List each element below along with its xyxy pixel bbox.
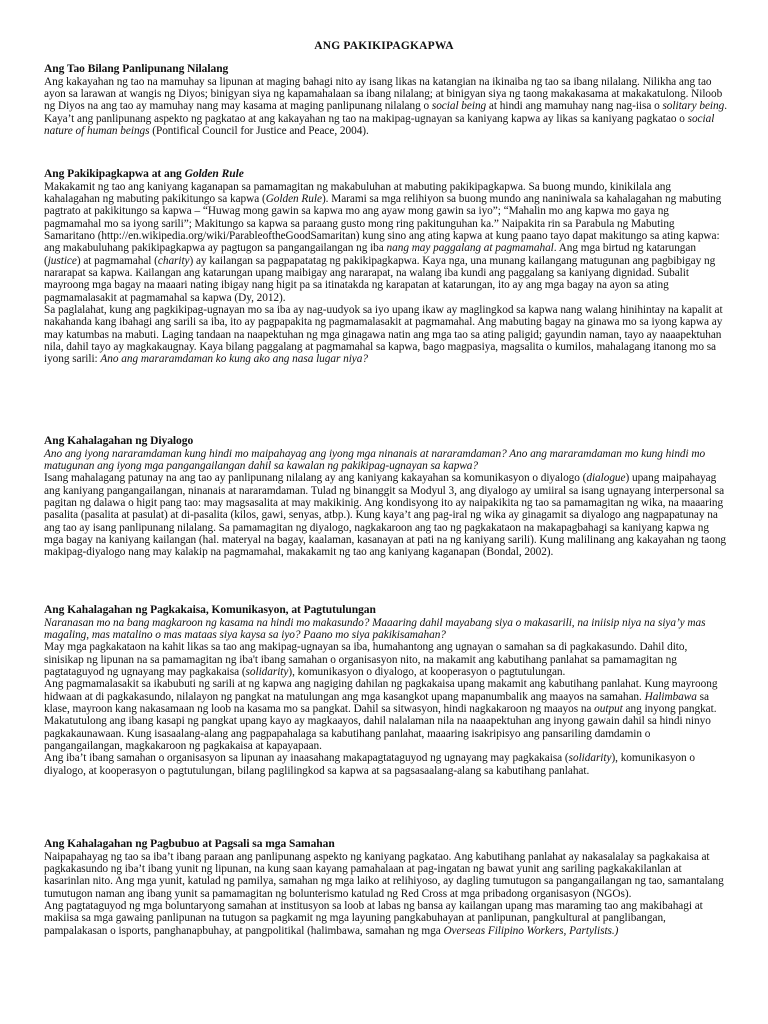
text-run: Ang iba’t ibang samahan o organisasyon sa lipunan ay inaasahang makapagtataguyod ng ugnayang may pagkakaisa ( [44,752,569,765]
italic-text: charity [157,254,190,267]
section-pagkakaisa-komunikasyon-pagtutulungan [44,604,728,777]
text-run: ). Marami sa mga relihiyon sa buong mundo ang naniniwala sa kahalagahan ng mabuting pagtrato at pakikitungo sa kapwa – “Huwag mong gawin sa kapwa mo ang ayaw mong gawin sa iyo”; “Mahalin mo ang kapwa mo gaya ng pagmamahal mo sa iyong sarili”; Makitungo sa kapwa sa paraang gusto mong ring pakitunguhan ka.” Naipakita rin sa Parabula ng Mabuting Samaritano (http://en.wikipedia.org/wiki/ParableoftheGoodSamaritan) kung sino ang ating kapwa at kung paano tayo dapat makitungo sa ating kapwa: ang makabuluhang pakikipagkapwa ay pagtugon sa pangangailangan ng iba [44,192,722,255]
section-heading: Ang Kahalagahan ng Pagbubuo at Pagsali sa mga Samahan [44,838,335,850]
text-run: ) ay kailangan sa pagpapatatag ng pakikipagkapwa. Kaya nga, una munang kailangang matugunan ang pagbibigay ng nararapat sa kapwa. Kailangan ang katarungan upang maibigay ang nararapat, na walang iba kundi ang paggalang sa kaniyang dignidad. Subalit mayroong mga bagay na maaari nating ibigay nang higit pa sa itinatakda ng karapatan at katarungan, ito ay ang mga bagay na ayon sa ating pagmamalasakit at pagmamahal sa kapwa (Dy, 2012). [44,254,716,304]
text-run: ) at pagmamahal ( [76,254,158,267]
text-run: sa klase, mayroon kang nakasamaan ng loob na kasama mo sa pangkat. Dahil sa sitwasyon, hindi nagkakaroon ng maayos na [44,690,709,715]
text-run: Naipapahayag ng tao sa iba’t ibang paraan ang panlipunang aspekto ng kaniyang pagkatao. Ang kabutihang panlahat ay nakasalalay sa pagkakaisa at pagkakasundo ng iba’t ibang yunit ng lipunan, na kung saan kayang pamahalaan at pag-ingatan ng bawat yunit ang sariling pagkakakilanlan at kasarinlan nito. Ang mga yunit, katulad ng pamilya, samahan ng mga laiko at relihiyoso, ay dagling tumutugon sa pangangailangan ng tao, samantalang tumutugon naman ang ibang yunit sa pamamagitan ng bolunterismo katulad ng Red Cross at mga pribadong organisasyon (NGOs). [44,850,724,900]
guide-question: Ano ang iyong nararamdaman kung hindi mo maipahayag ang iyong mga ninanais at nararamdaman? Ano ang mararamdaman mo kung hindi mo matugunan ang iyong mga pangangailangan dahil sa kawalan ng pakikipag-ugnayan sa kapwa? [44,447,706,472]
text-run: ) upang maipahayag ang kaniyang pangangailangan, ninanais at nararamdaman. Tulad ng binanggit sa Modyul 3, ang diyalogo ay umiiral sa isang ugnayang interpersonal sa pagitan ng dalawa o higit pang tao: may magsasalita at may makikinig. Ang kondisyong ito ay naipakikita ng tao sa pamamagitan ng wika, na maaaring pasalita (pasalita at pasulat) at di-pasalita (kilos, gawi, senyas, atbp.). Kung kaya’t ang pag-iral ng wika ay ginagamit sa diyalogo ang nagpapatunay na ang tao ay isang panlipunang nilalang. Sa pamamagitan ng diyalogo, nagkakaroon ang tao ng pagkakataon na makapagbahagi sa kaniyang kapwa ng mga bagay na kaniyang kailangan (hal. materyal na bagay, kaalaman, kasanayan at pati na ng kaniyang sarili). Kung malilinang ang kakayahan ng taong makipag-diyalogo nang may kalakip na pagmamahal, makakamit ng tao ang kaniyang kaganapan (Bondal, 2002). [44,472,727,559]
section-heading: Ang Tao Bilang Panlipunang Nilalang [44,63,229,75]
section-pagbubuo-pagsali-samahan [44,838,728,937]
italic-text: social being [431,100,487,113]
italic-text: justice [47,254,77,267]
text-run: at hindi ang mamuhay nang nag-iisa o [486,100,663,113]
text-run: Ang pagtataguyod ng mga boluntaryong samahan at institusyon sa loob at labas ng bansa ay kailangan upang mas maraming tao ang makibahagi at makiisa sa mga gawaing panlipunan na tutugon sa pagkamit ng mga layuning pangkabuhayan at panlipunan, pangkultural at panglibangan, pampalakasan o isports, panghanapbuhay, at pangpolitikal (halimbawa, samahan ng mga [44,899,703,937]
text-run: May mga pagkakataon na kahit likas sa tao ang makipag-ugnayan sa iba, humahantong ang ugnayan o samahan sa di pagkakasundo. Dahil dito, sinisikap ng lipunan na sa pamamagitan ng iba't ibang samahan o organisasyon nito, na makamit ang kabutihang panlahat sa pamamagitan ng pagtataguyod ng ugnayang may pagkakaisa ( [44,641,688,678]
italic-text: Golden Rule [265,192,322,205]
text-run: Sa paglalahat, kung ang pagkikipag-ugnayan mo sa iba ay nag-uudyok sa iyo upang ikaw ay maglingkod sa kapwa nang walang hinihintay na kapalit at nakahanda kang ibahagi ang sarili sa iba, ito ay pagpapakita ng pagmamalasakit at pagmamahal. Ang mabuting bagay na ginawa mo sa iyong kapwa ay may katumbas na mabuti. Laging tandaan na naapektuhan ng mga ginagawa natin ang mga tao sa ating paligid; gayundin naman, tayo ay naaapektuhan nila, dahil tayo ay magkakaugnay. Kaya bilang paggalang at pagmamahal sa kapwa, bago magpasiya, magsalita o kumilos, mahalagang itanong mo sa iyong sarili: [44,303,723,366]
text-run: ), komunikasyon o diyalogo, at kooperasyon o pagtutulungan, bilang paglilingkod sa kapwa at sa pagsasaalang-alang sa kabutihang panlahat. [44,752,695,777]
italic-text: dialogue [586,472,626,485]
paragraph [44,472,728,558]
section-heading: Ang Kahalagahan ng Diyalogo [44,435,194,447]
paragraph [44,181,728,304]
paragraph [44,76,728,138]
paragraph [44,678,728,752]
italic-text: solitary being [662,100,725,113]
italic-text: solidarity [568,752,612,765]
italic-text: Ano ang mararamdaman ko kung ako ang nasa lugar niya? [100,353,368,366]
section-heading: Ang Kahalagahan ng Pagkakaisa, Komunikasyon, at Pagtutulungan [44,604,376,616]
italic-text: solidarity [245,665,289,678]
guide-question: Naranasan mo na bang magkaroon ng kasama na hindi mo makasundo? Maaaring dahil mayabang siya o makasarili, na iniisip niya na siya’y mas magaling, mas matalino o mas mataas siya kaysa sa iyo? Paano mo siya pakikisamahan? [44,616,706,641]
text-run: . Kaya’t ang panlipunang aspekto ng pagkatao at ang kakayahan ng tao na makipag-ugnayan sa kaniyang kapwa ay likas sa kaniyang pagkatao o [44,100,727,125]
section-tao-panlipunang-nilalang [44,63,728,137]
text-run: Ang pagmamalasakit sa ikabubuti ng sarili at ng kapwa ang nagiging dahilan ng pagkakaisa upang makamit ang kabutihang panlahat. Kung mayroong hidwaan at di pagkakasundo, nilalayon ng pangkat na matulungan ang mga kasangkot upang mapanumbalik ang maayos na samahan. [44,678,718,703]
section-heading: Ang Pakikipagkapwa at ang Golden Rule [44,168,244,180]
section-kahalagahan-diyalogo [44,435,728,559]
paragraph [44,641,728,678]
paragraph [44,304,728,366]
italic-text: Overseas Filipino Workers, Partylists.) [443,924,619,937]
italic-text: social nature of human beings [44,112,715,137]
paragraph [44,752,728,777]
document-title: ANG PAKIKIPAGKAPWA [314,40,454,52]
italic-text: nang may paggalang at pagmamahal [386,242,554,255]
text-run: Ang kakayahan ng tao na mamuhay sa lipunan at maging bahagi nito ay isang likas na katangian na ikinaiba ng tao sa ibang nilalang. Nilikha ang tao ayon sa larawan at wangis ng Diyos; binigyan siya ng kapamahalaan sa ibang nilalang; at binigyan siya ng taong makakasama at makakatulong. Niloob ng Diyos na ang tao ay mamuhay nang may kasama at maging panlipunang nilalang o [44,75,723,113]
text-run: . Ang mga birtud ng katarungan ( [44,242,696,267]
paragraph [44,900,728,937]
text-run: ), komunikasyon o diyalogo, at kooperasyon o pagtutulungan. [288,665,566,678]
text-run: Isang mahalagang patunay na ang tao ay panlipunang nilalang ay ang kaniyang kakayahan sa komunikasyon o diyalogo ( [44,472,587,485]
text-run: (Pontifical Council for Justice and Peace, 2004). [149,124,369,137]
section-pakikipagkapwa-golden-rule [44,168,728,366]
italic-text: Halimbawa [644,690,697,703]
paragraph [44,851,728,900]
italic-text: output [594,702,623,715]
text-run: ang inyong pangkat. Makatutulong ang ibang kasapi ng pangkat upang kayo ay magkaayos, dahil nalalaman nila na naaapektuhan ang inyong gawain dahil sa hindi ninyo pagkakaunawaan. Kung isasaalang-alang ang pagpapahalaga sa kabutihang panlahat, maaaring isakripisyo ang pansariling damdamin o pangangailangan, magkakaroon ng pagkakaisa at kapayapaan. [44,702,717,752]
text-run: Makakamit ng tao ang kaniyang kaganapan sa pamamagitan ng makabuluhan at mabuting pakikipagkapwa. Sa buong mundo, kinikilala ang kahalagahan ng mabuting pakikitungo sa kapwa ( [44,180,671,205]
